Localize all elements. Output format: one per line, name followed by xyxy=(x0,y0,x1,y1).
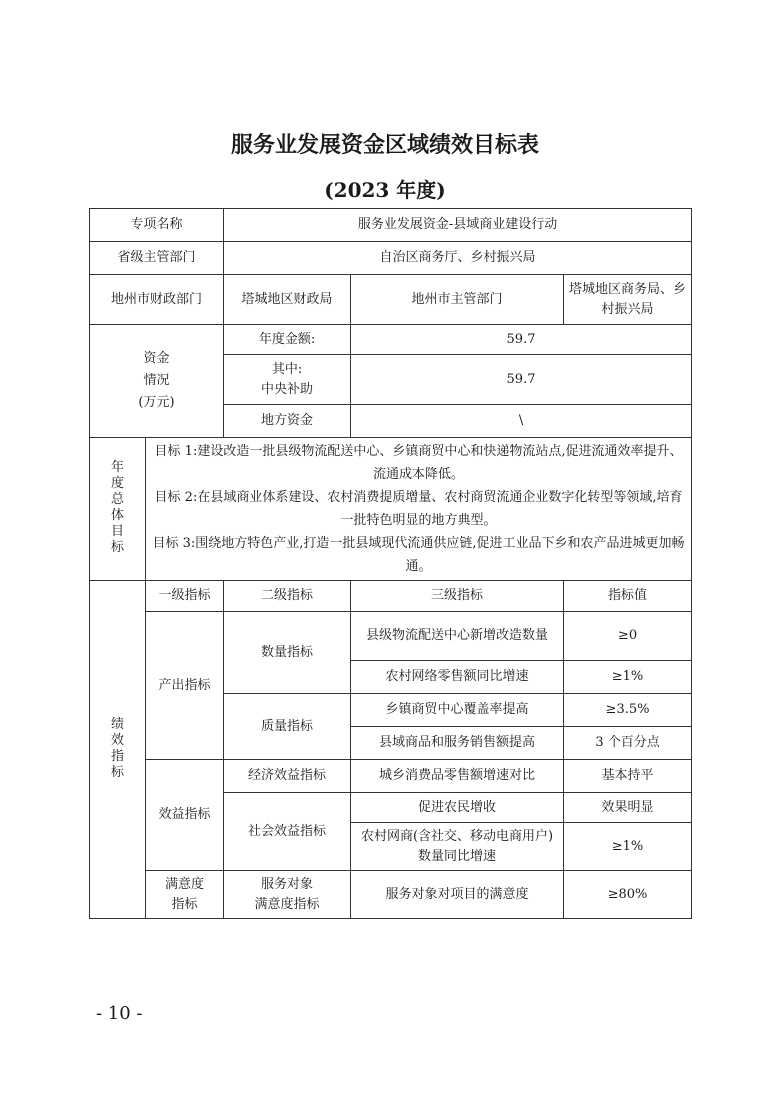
indicator-value: ≥3.5% xyxy=(564,694,692,727)
table-row xyxy=(90,760,692,793)
benefit-indicator-label: 效益指标 xyxy=(146,760,224,871)
project-name-label: 专项名称 xyxy=(90,209,224,242)
prov-dept-value: 自治区商务厅、乡村振兴局 xyxy=(224,242,692,275)
indicators-label: 绩效指标 xyxy=(110,716,124,780)
indicator-name: 城乡消费品零售额增速对比 xyxy=(351,760,564,793)
central-subsidy-value: 59.7 xyxy=(351,355,692,405)
annual-goals-label: 年度总体目标 xyxy=(110,460,124,555)
page-subtitle: (2023 年度) xyxy=(324,178,446,202)
indicator-name: 农村网络零售额同比增速 xyxy=(351,661,564,694)
indicator-name: 服务对象对项目的满意度 xyxy=(351,871,564,919)
social-indicator-label: 社会效益指标 xyxy=(224,793,351,871)
indicator-name: 乡镇商贸中心覆盖率提高 xyxy=(351,694,564,727)
city-finance-value: 塔城地区财政局 xyxy=(224,275,351,325)
page-title: 服务业发展资金区域绩效目标表 xyxy=(230,132,539,158)
local-funds-value: \ xyxy=(351,405,692,438)
funds-label: 资金 情况 (万元) xyxy=(90,325,224,438)
prov-dept-label: 省级主管部门 xyxy=(90,242,224,275)
page-number: - 10 - xyxy=(96,1003,143,1024)
performance-table xyxy=(89,208,692,919)
central-subsidy-label: 其中: 中央补助 xyxy=(224,355,351,405)
indicator-name: 县级物流配送中心新增改造数量 xyxy=(351,612,564,661)
table-row xyxy=(90,209,692,242)
annual-goals-content xyxy=(146,438,692,581)
indicator-value: 基本持平 xyxy=(564,760,692,793)
col-level3-header: 三级指标 xyxy=(351,581,564,612)
output-indicator-label: 产出指标 xyxy=(146,612,224,760)
col-level2-header: 二级指标 xyxy=(224,581,351,612)
indicator-value: ≥1% xyxy=(564,661,692,694)
indicator-name: 县域商品和服务销售额提高 xyxy=(351,727,564,760)
goal-item: 目标 1:建设改造一批县级物流配送中心、乡镇商贸中心和快递物流站点,促进流通效率提升、流通成本降低。 xyxy=(154,444,683,482)
quantity-indicator-label: 数量指标 xyxy=(224,612,351,694)
indicator-name: 促进农民增收 xyxy=(351,793,564,823)
indicator-value: 3 个百分点 xyxy=(564,727,692,760)
city-finance-label: 地州市财政部门 xyxy=(90,275,224,325)
indicator-value: ≥1% xyxy=(564,823,692,871)
indicator-value: 效果明显 xyxy=(564,793,692,823)
annual-amount-value: 59.7 xyxy=(351,325,692,355)
satisfaction-sub-label: 服务对象 满意度指标 xyxy=(224,871,351,919)
indicator-name: 农村网商(含社交、移动电商用户)数量同比增速 xyxy=(351,823,564,871)
annual-amount-label: 年度金额: xyxy=(224,325,351,355)
table-row xyxy=(90,612,692,661)
col-level1-header: 一级指标 xyxy=(146,581,224,612)
table-row xyxy=(90,581,692,612)
table-row xyxy=(90,242,692,275)
economic-indicator-label: 经济效益指标 xyxy=(224,760,351,793)
satisfaction-indicator-label: 满意度 指标 xyxy=(146,871,224,919)
indicator-value: ≥80% xyxy=(564,871,692,919)
city-dept-value: 塔城地区商务局、乡村振兴局 xyxy=(564,275,692,325)
table-row xyxy=(90,325,692,355)
table-row xyxy=(90,275,692,325)
project-name-value: 服务业发展资金-县域商业建设行动 xyxy=(224,209,692,242)
local-funds-label: 地方资金 xyxy=(224,405,351,438)
col-value-header: 指标值 xyxy=(564,581,692,612)
indicator-value: ≥0 xyxy=(564,612,692,661)
table-row xyxy=(90,438,692,581)
city-dept-label: 地州市主管部门 xyxy=(351,275,564,325)
goal-item: 目标 3:围绕地方特色产业,打造一批县域现代流通供应链,促进工业品下乡和农产品进城更加畅通。 xyxy=(152,536,685,574)
goal-item: 目标 2:在县域商业体系建设、农村消费提质增量、农村商贸流通企业数字化转型等领域,培育一批特色明显的地方典型。 xyxy=(154,490,683,528)
quality-indicator-label: 质量指标 xyxy=(224,694,351,760)
table-row xyxy=(90,871,692,919)
